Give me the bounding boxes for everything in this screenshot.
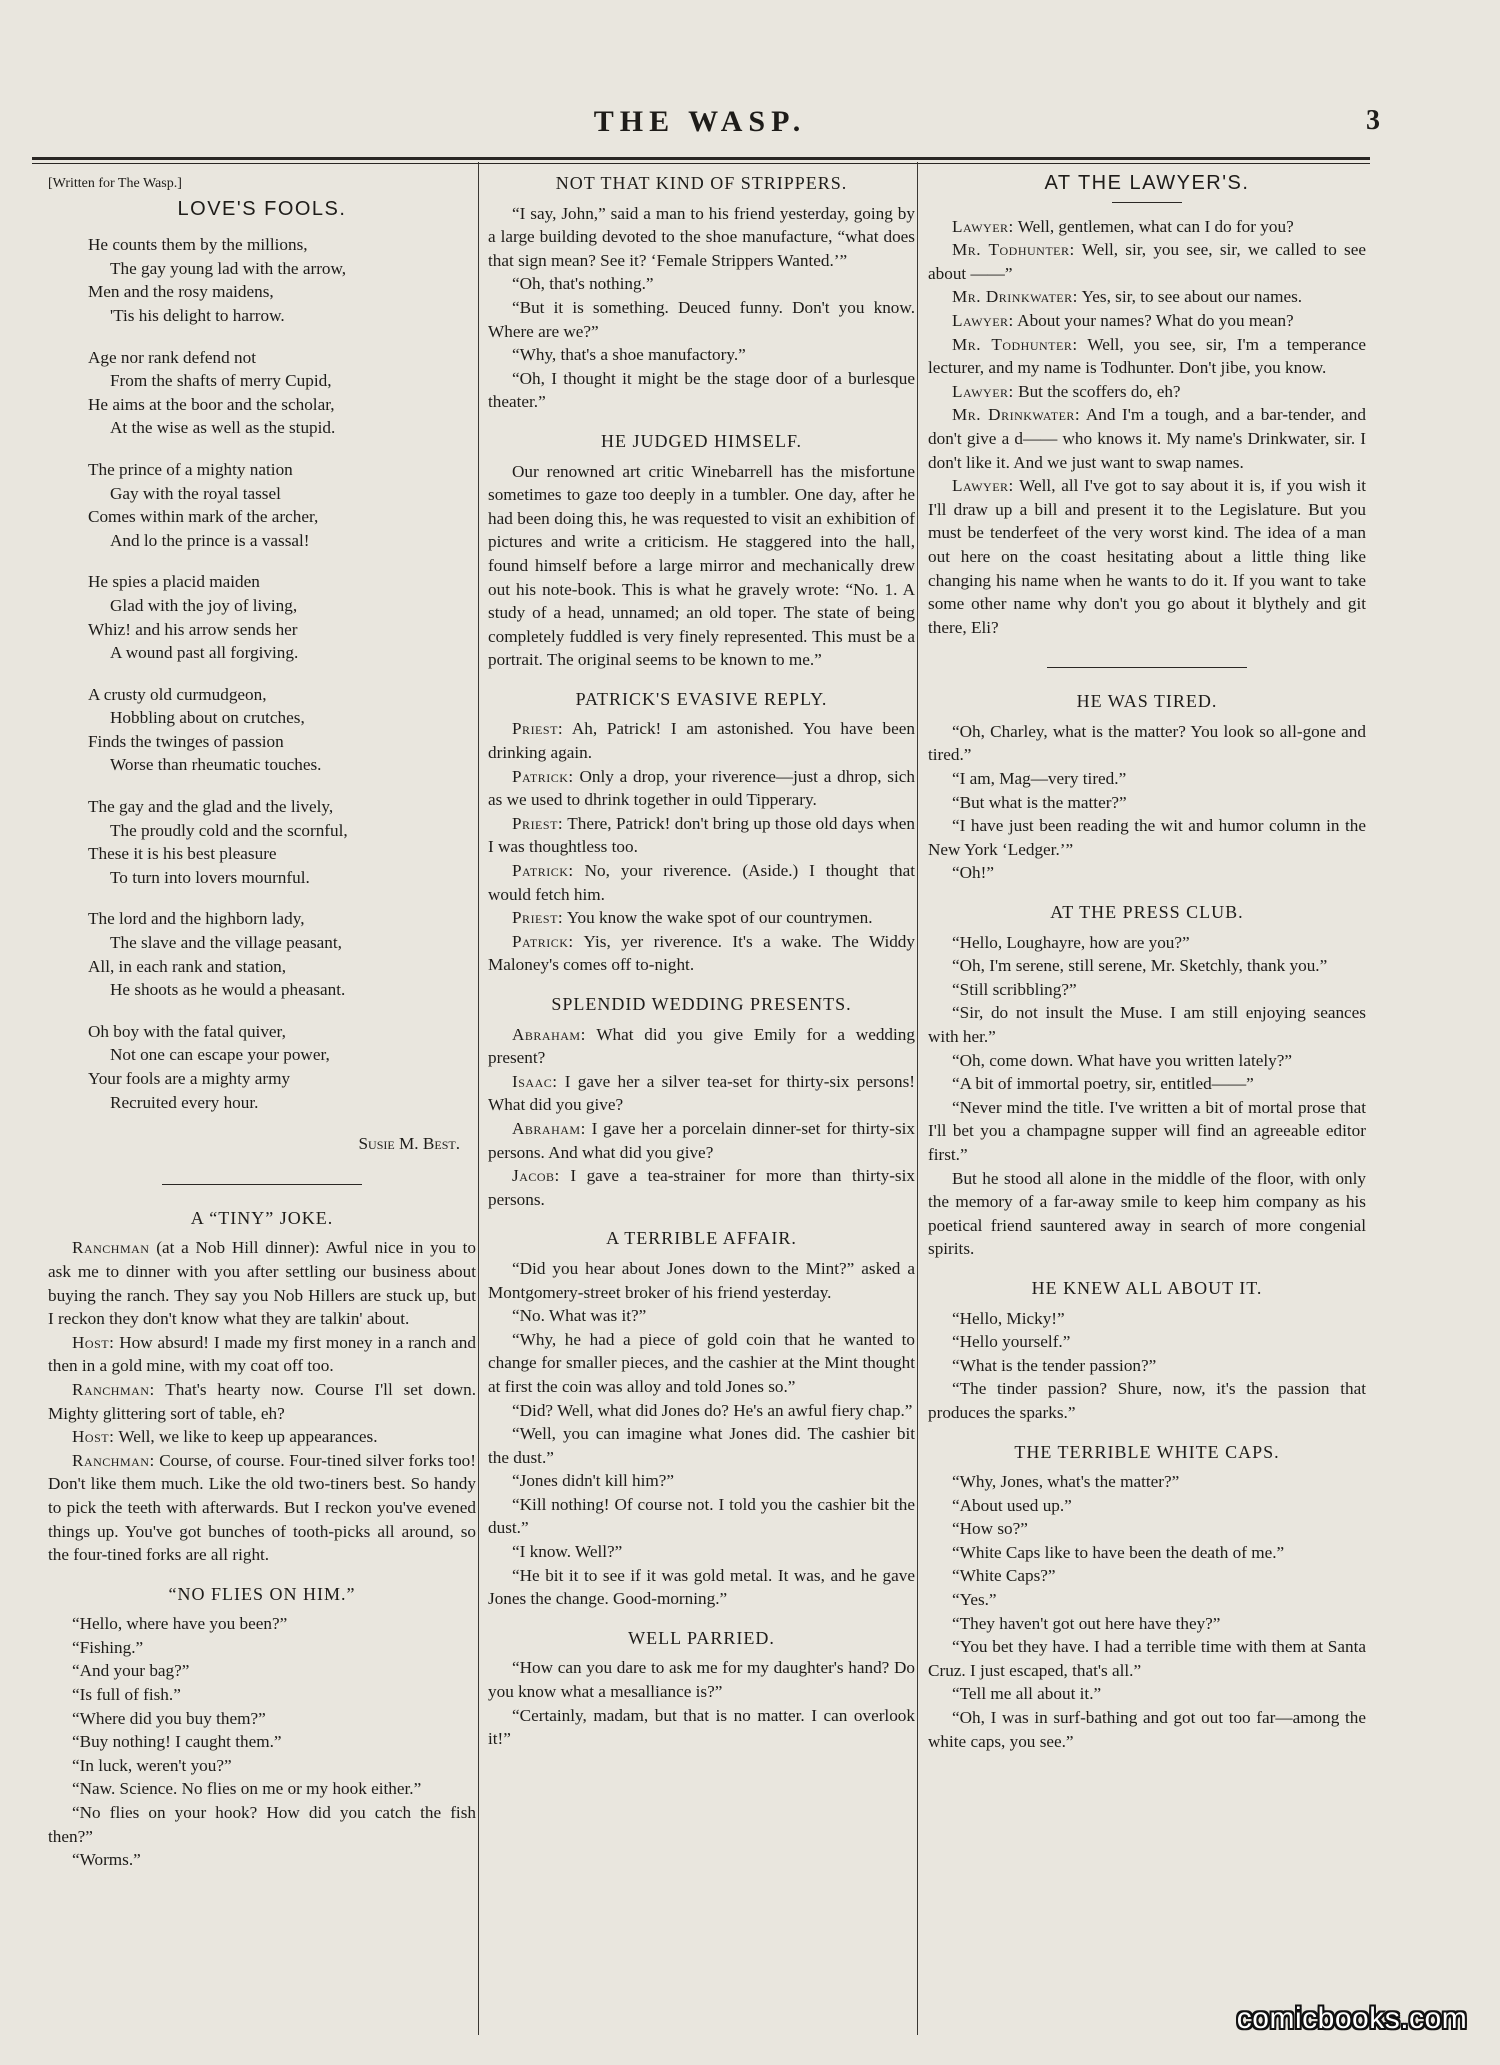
article-title: HE KNEW ALL ABOUT IT. <box>1031 1277 1263 1298</box>
poem-stanza <box>88 458 476 552</box>
paragraph: “I am, Mag—very tired.” <box>952 769 1127 789</box>
watermark-logo: comicbooks.com <box>1236 2002 1468 2035</box>
dialogue-text: Well, all I've got to say about it is, if you wish it I'll draw up a bill and present it to the Legislature. But you must be tenderfeet of the very worst kind. The idea of a man out here on the coast hesitating about a little thing like changing his name when he wants to do it. If you want to take some other name why don't you go about it blythely and git there, Eli? <box>928 476 1366 637</box>
paragraph: “Well, you can imagine what Jones did. The cashier bit the dust.” <box>488 1424 915 1467</box>
paragraph: “The tinder passion? Shure, now, it's the passion that produces the sparks.” <box>928 1379 1366 1422</box>
article-title: “NO FLIES ON HIM.” <box>168 1583 356 1604</box>
speaker-name: Lawyer: <box>952 476 1014 496</box>
poem-line: From the shafts of merry Cupid, <box>110 371 332 391</box>
poem-line: He shoots as he would a pheasant. <box>110 980 346 1000</box>
paragraph: “Oh!” <box>952 863 994 883</box>
speaker-name: Host: <box>72 1427 115 1447</box>
poem-line: Worse than rheumatic touches. <box>110 755 322 775</box>
paragraph <box>488 859 915 906</box>
paragraph: “Did? Well, what did Jones do? He's an awful fiery chap.” <box>512 1400 913 1420</box>
newspaper-title: THE WASP. <box>593 105 807 138</box>
paragraph <box>488 765 915 812</box>
paragraph: “What is the tender passion?” <box>952 1355 1157 1375</box>
paragraph <box>48 1331 476 1378</box>
masthead-rule-thin <box>32 163 1370 164</box>
paragraph: “A bit of immortal poetry, sir, entitled——” <box>952 1074 1254 1094</box>
speaker-name: Ranchman: <box>72 1450 155 1470</box>
article-title: THE TERRIBLE WHITE CAPS. <box>1014 1441 1280 1462</box>
dialogue-text: And I'm a tough, and a bar-tender, and don't give a d—— who knows it. My name's Drinkwater, sir. I don't like it. And we just want to swap names. <box>928 405 1366 472</box>
speaker-name: Patrick: <box>512 861 574 881</box>
dialogue-text: I gave a tea-strainer for more than thirty-six persons. <box>488 1166 915 1209</box>
article-body <box>48 1236 476 1566</box>
article-body <box>48 1612 476 1872</box>
dialogue-text: Yis, yer riverence. It's a wake. The Widdy Maloney's comes off to-night. <box>488 931 915 975</box>
paragraph: “Tell me all about it.” <box>952 1684 1102 1704</box>
poem-line: Comes within mark of the archer, <box>88 507 319 527</box>
column-2 <box>488 172 915 2045</box>
speaker-name: Mr. Todhunter: <box>952 334 1078 354</box>
paragraph <box>928 285 1366 309</box>
paragraph: “In luck, weren't you?” <box>72 1755 232 1775</box>
paragraph <box>488 812 915 859</box>
speaker-name: Ranchman <box>72 1238 150 1258</box>
paragraph: “Hello, Loughayre, how are you?” <box>952 932 1190 952</box>
article-body <box>928 1307 1366 1425</box>
poem-line: The proudly cold and the scornful, <box>110 820 348 840</box>
poem-line: Not one can escape your power, <box>110 1045 330 1065</box>
dialogue-text: (at a Nob Hill dinner): Awful nice in you to ask me to dinner with you after settling our business about buying the ranch. They say you Nob Hillers are stuck up, but I reckon they don't know what they are talkin' about. <box>48 1238 476 1329</box>
paragraph: “Hello, where have you been?” <box>72 1614 288 1634</box>
poem-line: Glad with the joy of living, <box>110 595 298 615</box>
paragraph: “Oh, I was in surf-bathing and got out too far—among the white caps, you see.” <box>928 1708 1366 1751</box>
paragraph: “I say, John,” said a man to his friend yesterday, going by a large building devoted to the shoe manufacture, “what does that sign mean? See it? ‘Female Strippers Wanted.’” <box>488 203 915 270</box>
paragraph: “How can you dare to ask me for my daughter's hand? Do you know what a mesalliance is?” <box>488 1658 915 1702</box>
paragraph: “But what is the matter?” <box>952 792 1127 812</box>
poem-stanza <box>88 570 476 664</box>
paragraph: “Why, that's a shoe manufactory.” <box>512 345 746 365</box>
paragraph: “And your bag?” <box>72 1661 190 1681</box>
speaker-name: Lawyer: <box>952 310 1014 330</box>
article-body <box>488 717 915 977</box>
article-body <box>928 215 1366 640</box>
dialogue-text: No, your riverence. (Aside.) I thought that would fetch him. <box>488 861 915 904</box>
poem-line: He counts them by the millions, <box>88 235 308 255</box>
paragraph <box>928 309 1366 333</box>
article-body <box>488 1023 915 1212</box>
speaker-name: Mr. Drinkwater: <box>952 287 1078 307</box>
paragraph <box>488 1164 915 1211</box>
dialogue-text: Well, we like to keep up appearances. <box>114 1427 378 1447</box>
article-body <box>488 1656 915 1750</box>
paragraph <box>928 333 1366 380</box>
speaker-name: Mr. Todhunter: <box>952 240 1075 260</box>
dialogue-text: Well, sir, you see, sir, we called to see about ——” <box>928 240 1367 283</box>
paragraph: “Oh, that's nothing.” <box>512 274 654 294</box>
article-body <box>488 202 915 414</box>
column-1 <box>48 172 476 2045</box>
section-separator <box>1047 667 1247 668</box>
paragraph: “Still scribbling?” <box>952 979 1077 999</box>
speaker-name: Ranchman: <box>72 1379 155 1399</box>
paragraph <box>488 1117 915 1164</box>
speaker-name: Priest: <box>512 813 564 833</box>
paragraph: “Jones didn't kill him?” <box>512 1471 675 1491</box>
dialogue-text: I gave her a porcelain dinner-set for thirty-six persons. And what did you give? <box>488 1118 915 1162</box>
title-underline <box>1112 202 1182 203</box>
speaker-name: Priest: <box>512 719 564 739</box>
poem-line: And lo the prince is a vassal! <box>110 530 310 550</box>
paragraph <box>48 1236 476 1330</box>
paragraph: “Why, he had a piece of gold coin that he wanted to change for smaller pieces, and the cashier at the Mint thought at first the coin was alloy and told Jones so.” <box>488 1329 915 1396</box>
dialogue-text: About your names? What do you mean? <box>1013 310 1294 330</box>
paragraph: Our renowned art critic Winebarrell has the misfortune sometimes to gaze too deeply in a tumbler. One day, after he had been doing this, he was requested to visit an exhibition of pictures and write a criticism. He staggered into the hall, found himself before a large mirror and mechanically drew out his note-book. This is what he gravely wrote: “No. 1. A study of a head, unnamed; an old toper. The state of being completely fuddled is very finely represented. This must be a portrait. The original seems to be known to me.” <box>488 461 915 670</box>
poem-line: The slave and the village peasant, <box>110 933 342 953</box>
poem-line: All, in each rank and station, <box>88 956 287 976</box>
poem-line: He spies a placid maiden <box>88 572 260 592</box>
poem-line: Oh boy with the fatal quiver, <box>88 1021 286 1041</box>
dialogue-text: That's hearty now. Course I'll set down. Mighty glittering sort of table, eh? <box>48 1379 476 1423</box>
column-3 <box>928 172 1366 2045</box>
article-title: A TERRIBLE AFFAIR. <box>606 1228 797 1249</box>
dialogue-text: Well, you see, sir, I'm a temperance lecturer, and my name is Todhunter. Don't jibe, you know. <box>928 334 1366 378</box>
paragraph: “Is full of fish.” <box>72 1685 181 1705</box>
dialogue-text: I gave her a silver tea-set for thirty-six persons! What did you give? <box>488 1071 915 1115</box>
article-title: NOT THAT KIND OF STRIPPERS. <box>555 173 848 193</box>
poem-line: A wound past all forgiving. <box>110 643 299 663</box>
paragraph <box>48 1449 476 1567</box>
dialogue-text: There, Patrick! don't bring up those old days when I was thoughtless too. <box>488 813 915 857</box>
poem-stanza <box>88 233 476 327</box>
paragraph: “Naw. Science. No flies on me or my hook either.” <box>72 1779 422 1799</box>
poem <box>88 233 476 1114</box>
article-title: SPLENDID WEDDING PRESENTS. <box>551 994 852 1014</box>
column-divider <box>917 162 918 2035</box>
poem-line: Finds the twinges of passion <box>88 731 284 751</box>
paragraph: “Buy nothing! I caught them.” <box>72 1732 282 1752</box>
dialogue-text: But the scoffers do, eh? <box>1013 381 1181 401</box>
paragraph: “Why, Jones, what's the matter?” <box>952 1472 1180 1492</box>
paragraph: “Worms.” <box>72 1850 141 1870</box>
dialogue-text: Ah, Patrick! I am astonished. You have been drinking again. <box>488 719 915 763</box>
paragraph: “Oh, Charley, what is the matter? You look so all-gone and tired.” <box>928 721 1366 765</box>
speaker-name: Mr. Drinkwater: <box>952 405 1081 425</box>
speaker-name: Isaac: <box>512 1071 558 1091</box>
dialogue-text: What did you give Emily for a wedding present? <box>488 1024 915 1068</box>
paragraph: “About used up.” <box>952 1495 1072 1515</box>
poem-stanza <box>88 1020 476 1114</box>
poem-line: Hobbling about on crutches, <box>110 708 305 728</box>
article-title: AT THE LAWYER'S. <box>1044 172 1250 194</box>
poem-stanza <box>88 346 476 440</box>
article-title: HE WAS TIRED. <box>1076 691 1218 712</box>
dialogue-text: Only a drop, your riverence—just a dhrop, sich as we used to dhrink together in ould Tipperary. <box>488 766 915 810</box>
dialogue-text: You know the wake spot of our countrymen. <box>563 908 873 928</box>
paragraph: “He bit it to see if it was gold metal. It was, and he gave Jones the change. Good-morning.” <box>488 1565 915 1609</box>
article-title: WELL PARRIED. <box>628 1627 775 1648</box>
dialogue-text: Well, gentlemen, what can I do for you? <box>1013 216 1294 236</box>
column-divider <box>478 162 479 2035</box>
paragraph <box>928 238 1366 285</box>
paragraph: “Hello, Micky!” <box>952 1308 1065 1328</box>
speaker-name: Patrick: <box>512 931 574 951</box>
poem-line: Whiz! and his arrow sends her <box>88 619 298 639</box>
article-title: PATRICK'S EVASIVE REPLY. <box>575 688 828 709</box>
paragraph: “Oh, come down. What have you written lately?” <box>952 1050 1292 1070</box>
article-title: A “TINY” JOKE. <box>190 1207 334 1228</box>
paragraph: “Certainly, madam, but that is no matter. I can overlook it!” <box>488 1705 915 1749</box>
speaker-name: Abraham: <box>512 1024 586 1044</box>
poem-line: A crusty old curmudgeon, <box>88 684 267 704</box>
speaker-name: Jacob: <box>512 1166 560 1186</box>
paragraph: “Oh, I'm serene, still serene, Mr. Sketchly, thank you.” <box>952 956 1328 976</box>
article-body <box>928 720 1366 885</box>
dialogue-text: How absurd! I made my first money in a ranch and then in a gold mine, with my coat off too. <box>48 1332 476 1376</box>
paragraph: “White Caps?” <box>952 1566 1056 1586</box>
poem-line: Men and the rosy maidens, <box>88 282 274 302</box>
section-separator <box>162 1184 362 1185</box>
poem-stanza <box>88 907 476 1001</box>
paragraph: “Never mind the title. I've written a bit of mortal prose that I'll bet you a champagne supper will find an agreeable editor first.” <box>928 1097 1366 1164</box>
poem-credit: [Written for The Wasp.] <box>48 176 182 191</box>
page-number: 3 <box>1366 105 1380 136</box>
article-body <box>488 1257 915 1611</box>
article-title: HE JUDGED HIMSELF. <box>600 430 803 451</box>
paragraph: “Hello yourself.” <box>952 1332 1071 1352</box>
speaker-name: Abraham: <box>512 1118 586 1138</box>
paragraph <box>48 1378 476 1425</box>
poem-line: Gay with the royal tassel <box>110 483 281 503</box>
paragraph: “Oh, I thought it might be the stage door of a burlesque theater.” <box>488 368 915 412</box>
poem-line: The gay and the glad and the lively, <box>88 797 334 817</box>
paragraph: “I know. Well?” <box>512 1542 623 1562</box>
paragraph: “No. What was it?” <box>512 1306 647 1326</box>
paragraph: “Kill nothing! Of course not. I told you the cashier bit the dust.” <box>488 1494 915 1538</box>
article-body <box>488 460 915 672</box>
poem-author: Susie M. Best. <box>358 1134 460 1154</box>
poem-line: The lord and the highborn lady, <box>88 909 305 929</box>
paragraph <box>928 474 1366 639</box>
poem-line: 'Tis his delight to harrow. <box>110 305 285 325</box>
paragraph: “They haven't got out here have they?” <box>952 1613 1221 1633</box>
paragraph <box>48 1425 476 1449</box>
article-title: AT THE PRESS CLUB. <box>1050 902 1244 923</box>
paragraph: “No flies on your hook? How did you catch the fish then?” <box>48 1803 476 1846</box>
paragraph: “Did you hear about Jones down to the Mint?” asked a Montgomery-street broker of his friend yesterday. <box>488 1258 915 1302</box>
speaker-name: Host: <box>72 1332 115 1352</box>
poem-stanza <box>88 795 476 889</box>
speaker-name: Lawyer: <box>952 216 1014 236</box>
poem-stanza <box>88 683 476 777</box>
paragraph <box>488 906 915 930</box>
paragraph: But he stood all alone in the middle of the floor, with only the memory of a far-away smile to keep him company as his poetical friend sauntered away in search of more congenial spirits. <box>928 1168 1366 1259</box>
poem-line: To turn into lovers mournful. <box>110 867 310 887</box>
paragraph: “But it is something. Deuced funny. Don't you know. Where are we?” <box>488 297 915 341</box>
paragraph: “How so?” <box>952 1519 1028 1539</box>
paragraph <box>928 215 1366 239</box>
paragraph: “I have just been reading the wit and humor column in the New York ‘Ledger.’” <box>928 816 1366 859</box>
poem-line: Age nor rank defend not <box>88 347 256 367</box>
masthead <box>40 105 1380 167</box>
poem-line: These it is his best pleasure <box>88 844 277 864</box>
article-body <box>928 1470 1366 1753</box>
paragraph: “Fishing.” <box>72 1637 144 1657</box>
speaker-name: Patrick: <box>512 766 574 786</box>
article-body <box>928 931 1366 1261</box>
article-title: LOVE'S FOOLS. <box>177 197 347 220</box>
poem-line: At the wise as well as the stupid. <box>110 418 336 438</box>
poem-line: Recruited every hour. <box>110 1092 259 1112</box>
poem-line: He aims at the boor and the scholar, <box>88 394 335 414</box>
speaker-name: Lawyer: <box>952 381 1014 401</box>
masthead-rule <box>32 157 1370 160</box>
paragraph <box>488 930 915 977</box>
paragraph: “Where did you buy them?” <box>72 1708 266 1728</box>
paragraph: “You bet they have. I had a terrible time with them at Santa Cruz. I just escaped, that's all.” <box>928 1637 1366 1680</box>
poem-line: The gay young lad with the arrow, <box>110 258 347 278</box>
poem-line: Your fools are a mighty army <box>88 1069 291 1088</box>
paragraph <box>928 380 1366 404</box>
paragraph <box>488 717 915 764</box>
paragraph: “White Caps like to have been the death of me.” <box>952 1542 1285 1562</box>
speaker-name: Priest: <box>512 908 564 928</box>
poem-line: The prince of a mighty nation <box>88 459 293 479</box>
paragraph <box>928 403 1366 474</box>
paragraph <box>488 1023 915 1070</box>
paragraph: “Yes.” <box>952 1590 997 1610</box>
paragraph: “Sir, do not insult the Muse. I am still enjoying seances with her.” <box>928 1003 1366 1046</box>
paragraph <box>488 1070 915 1117</box>
dialogue-text: Course, of course. Four-tined silver forks too! Don't like them much. Like the old two-tiners best. So handy to pick the teeth with afterwards. But I reckon you've evened things up. You've got bunches of tooth-picks all around, so the four-tined forks are all right. <box>48 1450 476 1565</box>
dialogue-text: Yes, sir, to see about our names. <box>1077 287 1303 307</box>
